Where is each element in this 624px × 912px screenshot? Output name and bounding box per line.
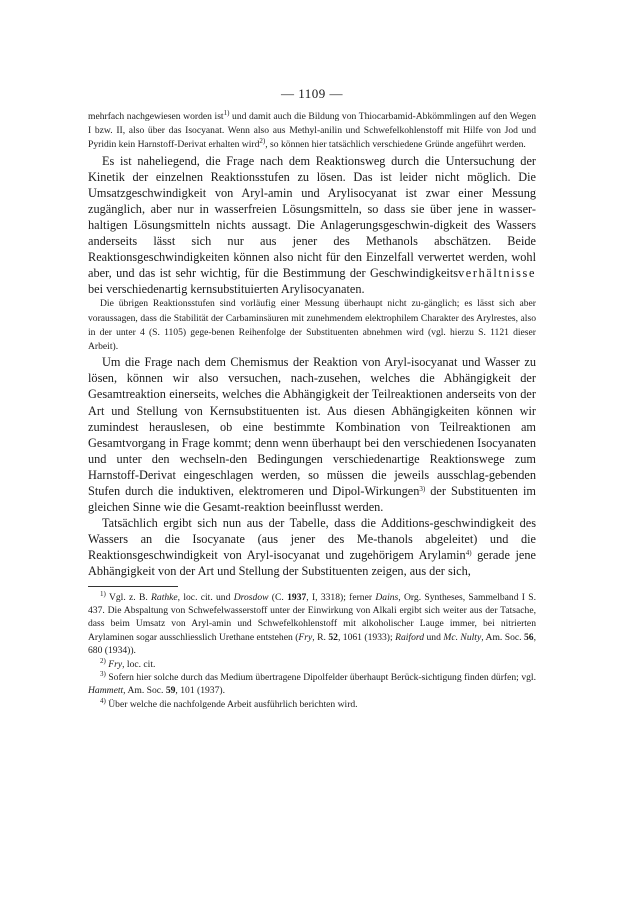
footnote-ref-2: 2) bbox=[259, 137, 266, 146]
footnote-ref-3: 3) bbox=[419, 485, 426, 494]
footnote-ref-1: 1) bbox=[223, 109, 230, 117]
footnote-ref-4: 4) bbox=[465, 549, 472, 558]
page-body bbox=[88, 110, 536, 711]
emphasized-word: verhältnisse bbox=[458, 266, 536, 281]
intro-paragraph: mehrfach nachgewiesen worden ist$^{1)}$ und damit auch die Bildung von Thiocarbamid-Abkömmlingen auf den Wegen I bzw. II, also über das Isocyanat. Wenn also aus Methyl-anilin und Schwefelkohlenstoff mit Hilfe von Jod und Pyridin kein Harnstoff-Derivat erhalten wird$^{2)}$, so können hier tatsächlich verschiedene Gründe angeführt werden. bbox=[88, 109, 536, 151]
footnote-3: $^{3)}$ Sofern hier solche durch das Medium übertragene Dipolfelder überhaupt Berück-sichtigung finden dürfen; vgl. Hammett, Am. Soc. 59, 101 (1937). bbox=[88, 670, 536, 697]
footnote-4: $^{4)}$ Über welche die nachfolgende Arbeit ausführlich berichten wird. bbox=[100, 696, 358, 710]
footnote-2: $^{2)}$ Fry, loc. cit. bbox=[100, 656, 156, 670]
footnotes bbox=[88, 591, 536, 712]
paragraph-reaction-kinetics: Es ist naheliegend, die Frage nach dem Reaktionsweg durch die Untersuchung der Kinetik der einzelnen Reaktionsstufen zu lösen. Das ist leider nicht möglich. Die Umsatzgeschwindigkeit von Aryl-amin und Arylisocyanat ist zwar einer Messung zugänglich, aber nur in wasserfreien Lösungsmitteln, so dass sie über jene in wasser-haltigen Lösungsmitteln nichts aussagt. Die Anlagerungsgeschwin-digkeit des Wassers anderseits lässt sich nur aus jener des Methanols abschätzen. Beide Reaktionsgeschwindigkeiten können also nicht für den Einzelfall verwertet werden, wohl aber, und das ist sehr wichtig, für die Bestimmung der Geschwindigkeitsverhältnisse bei verschiedenartig kernsubstituierten Arylisocyanaten. bbox=[88, 153, 536, 297]
paragraph-table-result: Tatsächlich ergibt sich nun aus der Tabelle, dass die Additions-geschwindigkeit des Wassers an die Isocyanate (aus jener des Me-thanols abgeleitet) und die Reaktionsgeschwindigkeit von Aryl-isocyanat und zugehörigem Arylamin$^{4)}$ gerade jene Abhängigkeit von der Art und Stellung der Substituenten zeigen, aus der sich, bbox=[88, 516, 536, 579]
footnote-divider bbox=[88, 586, 178, 587]
small-note-paragraph: Die übrigen Reaktionsstufen sind vorläufig einer Messung überhaupt nicht zu-gänglich; es lässt sich aber voraussagen, dass die Stabilität der Carbaminsäuren mit zunehmendem elektrophilem Charakter des Arylrestes, also in der unter 4 (S. 1105) gege-benen Reihenfolge der Substituenten abnehmen wird (vgl. hierzu S. 1121 dieser Arbeit). bbox=[88, 298, 536, 353]
page-number: — 1109 — bbox=[280, 86, 344, 101]
footnote-1: $^{1)}$ Vgl. z. B. Rathke, loc. cit. und Drosdow (C. 1937, I, 3318); ferner Dains, Org. Syntheses, Sammelband I S. 437. Die Abspaltung von Schwefelwasserstoff unter der Einwirkung von Alkali ergibt sich weiter aus der Tatsache, dass beim Umsatz von Aryl-amin und Schwefelkohlenstoff mit alkoholischer Lauge immer, bei nitrierten Arylaminen sogar ausschliesslich Urethane entstehen (Fry, R. 52, 1061 (1933); Raiford und Mc. Nulty, Am. Soc. 56, 680 (1934)). bbox=[88, 589, 536, 657]
paragraph-chemism: Um die Frage nach dem Chemismus der Reaktion von Aryl-isocyanat und Wasser zu lösen, können wir also versuchen, nach-zusehen, welches die Abhängigkeit der Gesamtreaktion einerseits, welches die Abhängigkeit der Teilreaktionen anderseits von der Art und Stellung von Kernsubstituenten ist. Aus diesen Abhängigkeiten können wir zumindest herauslesen, ob eine bestimmte Kombination von Teilreaktionen am Gesamtvorgang in Frage kommt; denn wenn überhaupt bei den verschiedenen Isocyanaten und unter den wechseln-den Bedingungen verschiedenartige Reaktionswege zum Harnstoff-Derivat eingeschlagen werden, so müssen die jeweils ausschlag-gebenden Stufen durch die induktiven, elektromeren und Dipol-Wirkungen$^{3)}$ der Substituenten im gleichen Sinne wie die Gesamt-reaktion beeinflusst werden. bbox=[88, 355, 536, 515]
